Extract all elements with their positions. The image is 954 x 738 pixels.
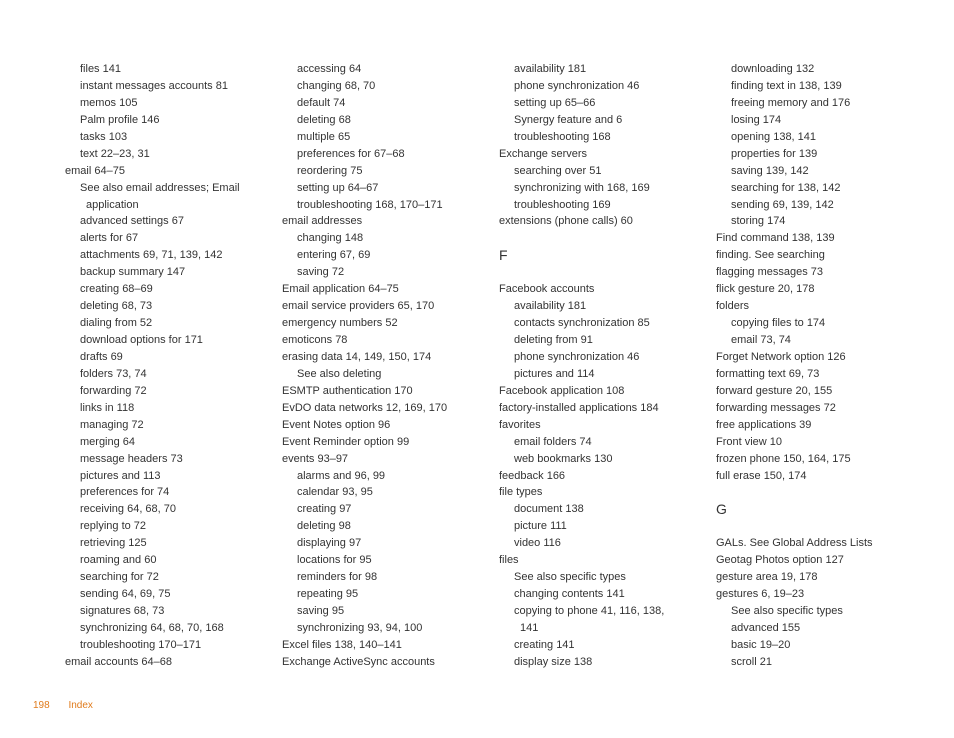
index-entry: full erase 150, 174 (716, 469, 807, 482)
index-entry: Forget Network option 126 (716, 350, 846, 363)
index-subentry: display size 138 (514, 655, 593, 668)
index-entry: Facebook application 108 (499, 384, 625, 397)
index-subentry: roaming and 60 (80, 554, 157, 567)
section-letter: G (716, 501, 727, 518)
index-subentry: document 138 (514, 503, 584, 516)
index-entry: email addresses (282, 215, 363, 228)
index-subentry: finding text in 138, 139 (731, 79, 842, 92)
spacer (716, 484, 921, 501)
index-subentry: downloading 132 (731, 63, 815, 75)
spacer (499, 264, 704, 281)
index-subentry: changing 148 (297, 232, 364, 245)
index-subentry: synchronizing 93, 94, 100 (297, 621, 423, 634)
index-subentry: message headers 73 (80, 452, 183, 465)
index-subentry: default 74 (297, 96, 346, 109)
index-subentry: saving 72 (297, 266, 345, 279)
index-entry: free applications 39 (716, 418, 812, 431)
index-subentry: searching for 72 (80, 571, 159, 584)
index-subentry: synchronizing with 168, 169 (514, 181, 650, 194)
index-subentry: availability 181 (514, 63, 587, 75)
index-subentry: setting up 65–66 (514, 96, 596, 109)
index-subentry: managing 72 (80, 418, 144, 431)
index-subentry: web bookmarks 130 (514, 452, 613, 465)
index-subentry: calendar 93, 95 (297, 486, 373, 499)
index-entry: Front view 10 (716, 435, 783, 448)
index-subentry: email folders 74 (514, 435, 592, 448)
index-subentry: reminders for 98 (297, 571, 378, 584)
index-subentry: troubleshooting 168, 170–171 (297, 198, 443, 211)
index-subentry: pictures and 114 (514, 367, 595, 380)
spacer (716, 518, 921, 535)
index-subentry: saving 139, 142 (731, 164, 809, 177)
index-subentry: properties for 139 (731, 147, 818, 160)
index-entry: feedback 166 (499, 469, 566, 482)
index-entry: factory-installed applications 184 (499, 401, 659, 414)
index-subentry: saving 95 (297, 605, 345, 617)
index-entry: Email application 64–75 (282, 283, 399, 296)
index-subentry: copying to phone 41, 116, 138, (514, 605, 665, 617)
index-entry: folders (716, 300, 750, 313)
index-subentry: troubleshooting 169 (514, 198, 611, 211)
index-column-2 (282, 61, 487, 671)
index-subentry: changing 68, 70 (297, 79, 376, 92)
index-subentry: sending 69, 139, 142 (731, 198, 834, 211)
index-subentry: setting up 64–67 (297, 181, 379, 194)
index-subentry: opening 138, 141 (731, 130, 817, 143)
index-subentry: dialing from 52 (80, 317, 153, 330)
index-subentry: copying files to 174 (731, 317, 826, 330)
index-subentry: receiving 64, 68, 70 (80, 503, 177, 516)
index-subentry: preferences for 74 (80, 486, 170, 499)
index-column-4 (716, 61, 921, 671)
index-entry: file types (499, 486, 543, 499)
index-subentry: backup summary 147 (80, 266, 186, 279)
index-subentry: locations for 95 (297, 554, 372, 567)
index-subentry: pictures and 113 (80, 469, 161, 482)
index-subentry: See also specific types (731, 605, 843, 617)
index-subentry: deleting 98 (297, 520, 351, 533)
index-subentry: Synergy feature and 6 (514, 113, 623, 126)
index-column-1 (65, 61, 270, 671)
index-entry: Geotag Photos option 127 (716, 554, 844, 567)
index-entry: ESMTP authentication 170 (282, 384, 413, 397)
index-subentry: displaying 97 (297, 537, 362, 550)
index-subentry: merging 64 (80, 435, 136, 448)
index-entry: email accounts 64–68 (65, 655, 173, 668)
index-subentry: losing 174 (731, 113, 782, 126)
index-subentry: forwarding 72 (80, 384, 147, 397)
index-subentry: storing 174 (731, 215, 786, 228)
index-subentry: freeing memory and 176 (731, 96, 851, 109)
index-entry: flick gesture 20, 178 (716, 283, 815, 296)
index-subentry: multiple 65 (297, 130, 351, 143)
index-entry: Event Notes option 96 (282, 418, 391, 431)
index-entry: forward gesture 20, 155 (716, 384, 833, 397)
spacer (499, 230, 704, 247)
index-entry: email 64–75 (65, 164, 125, 177)
index-subentry: preferences for 67–68 (297, 147, 405, 160)
index-entry: Find command 138, 139 (716, 232, 835, 245)
index-subentry: scroll 21 (731, 655, 772, 668)
index-subentry: entering 67, 69 (297, 249, 371, 262)
footer-section: Index (68, 700, 93, 711)
index-subentry: application (86, 198, 139, 211)
index-subentry: searching for 138, 142 (731, 181, 841, 194)
index-entry: formatting text 69, 73 (716, 367, 820, 380)
index-subentry: files 141 (80, 63, 121, 75)
index-subentry: See also specific types (514, 571, 626, 584)
index-subentry: attachments 69, 71, 139, 142 (80, 249, 223, 262)
index-subentry: replying to 72 (80, 520, 147, 533)
page-number: 198 (33, 700, 50, 711)
index-subentry: deleting 68 (297, 113, 351, 126)
index-subentry: advanced settings 67 (80, 215, 184, 228)
index-subentry: reordering 75 (297, 164, 363, 177)
index-entry: gesture area 19, 178 (716, 571, 818, 584)
index-column-3 (499, 61, 704, 671)
index-entry: GALs. See Global Address Lists (716, 537, 873, 550)
index-entry: EvDO data networks 12, 169, 170 (282, 401, 448, 414)
index-subentry: troubleshooting 170–171 (80, 638, 202, 651)
index-entry: files (499, 554, 519, 567)
index-subentry: advanced 155 (731, 621, 801, 634)
index-subentry: deleting 68, 73 (80, 300, 153, 313)
index-entry: emoticons 78 (282, 334, 348, 346)
index-entry: Exchange ActiveSync accounts (282, 655, 435, 668)
index-subentry: signatures 68, 73 (80, 605, 165, 617)
index-subentry: instant messages accounts 81 (80, 79, 228, 92)
index-entry: emergency numbers 52 (282, 317, 398, 330)
index-entry: flagging messages 73 (716, 266, 824, 279)
index-subentry: creating 141 (514, 638, 575, 651)
index-subentry: changing contents 141 (514, 588, 625, 601)
index-subentry: 141 (520, 621, 539, 634)
section-letter: F (499, 247, 508, 264)
index-entry: frozen phone 150, 164, 175 (716, 452, 851, 465)
index-subentry: Palm profile 146 (80, 113, 160, 126)
index-subentry: availability 181 (514, 300, 587, 313)
index-entry: Event Reminder option 99 (282, 435, 410, 448)
index-entry: gestures 6, 19–23 (716, 588, 805, 601)
index-subentry: repeating 95 (297, 588, 359, 601)
index-subentry: sending 64, 69, 75 (80, 588, 171, 601)
index-subentry: basic 19–20 (731, 638, 791, 651)
index-subentry: email 73, 74 (731, 334, 791, 346)
index-subentry: deleting from 91 (514, 334, 593, 346)
index-entry: events 93–97 (282, 452, 349, 465)
index-subentry: alerts for 67 (80, 232, 139, 245)
index-subentry: tasks 103 (80, 130, 128, 143)
index-subentry: links in 118 (80, 401, 135, 414)
index-subentry: contacts synchronization 85 (514, 317, 650, 330)
index-entry: Excel files 138, 140–141 (282, 638, 402, 651)
index-subentry: See also email addresses; Email (80, 181, 240, 194)
index-entry: finding. See searching (716, 249, 825, 262)
index-entry: Facebook accounts (499, 283, 595, 296)
index-subentry: text 22–23, 31 (80, 147, 150, 160)
index-subentry: folders 73, 74 (80, 367, 147, 380)
index-entry: erasing data 14, 149, 150, 174 (282, 350, 432, 363)
index-subentry: picture 111 (514, 520, 567, 533)
index-subentry: alarms and 96, 99 (297, 469, 386, 482)
index-entry: email service providers 65, 170 (282, 300, 435, 313)
index-subentry: memos 105 (80, 96, 138, 109)
page-footer (33, 700, 109, 711)
index-subentry: download options for 171 (80, 334, 203, 346)
index-subentry: accessing 64 (297, 63, 362, 75)
index-subentry: retrieving 125 (80, 537, 147, 550)
index-subentry: searching over 51 (514, 164, 602, 177)
index-entry: Exchange servers (499, 147, 588, 160)
index-subentry: video 116 (514, 537, 561, 550)
index-subentry: synchronizing 64, 68, 70, 168 (80, 621, 224, 634)
index-entry: favorites (499, 418, 541, 431)
index-subentry: creating 97 (297, 503, 352, 516)
index-subentry: drafts 69 (80, 350, 123, 363)
index-subentry: troubleshooting 168 (514, 130, 611, 143)
index-subentry: phone synchronization 46 (514, 79, 640, 92)
index-subentry: creating 68–69 (80, 283, 153, 296)
index-entry: extensions (phone calls) 60 (499, 215, 633, 228)
index-subentry: phone synchronization 46 (514, 350, 640, 363)
index-subentry: See also deleting (297, 367, 382, 380)
index-entry: forwarding messages 72 (716, 401, 836, 414)
